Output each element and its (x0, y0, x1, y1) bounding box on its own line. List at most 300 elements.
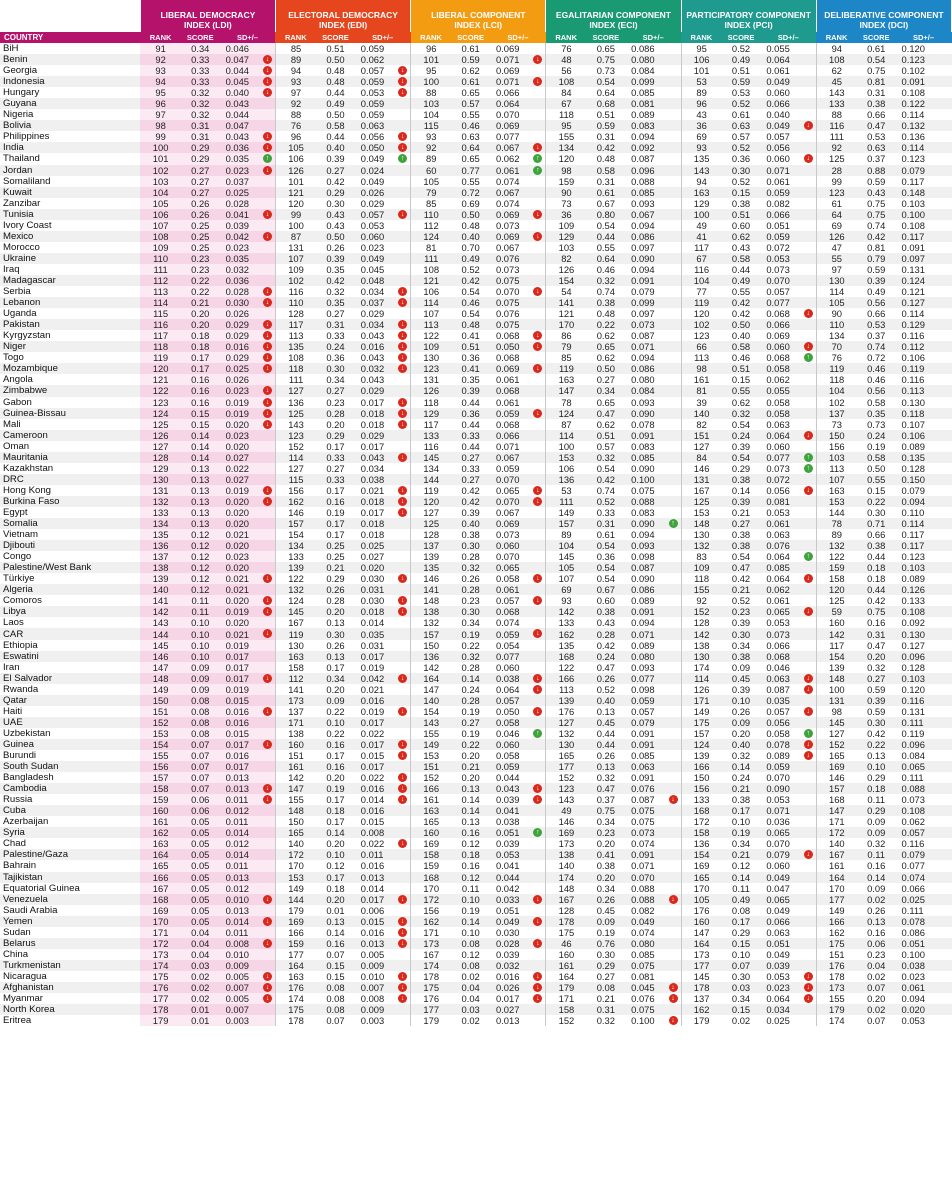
sd-cell (896, 419, 952, 430)
score-cell: 0.30 (316, 363, 355, 374)
score-cell: 0.51 (587, 109, 626, 120)
score-cell: 0.11 (857, 794, 896, 805)
sd-value: 0.008 (225, 937, 250, 949)
sd-value: 0.071 (766, 164, 790, 176)
sd-value: 0.023 (225, 551, 250, 563)
score-cell: 0.12 (181, 573, 220, 584)
score-cell: 0.59 (857, 176, 896, 187)
score-cell: 0.30 (722, 165, 761, 176)
sd-cell (760, 430, 816, 441)
rank-cell: 153 (681, 507, 722, 518)
rank-cell: 157 (140, 772, 181, 783)
sd-cell (355, 938, 411, 949)
sd-value: 0.018 (360, 518, 385, 530)
rank-cell: 129 (140, 463, 181, 474)
sd-value: 0.090 (631, 252, 655, 264)
sd-value: 0.025 (225, 363, 250, 375)
sd-value: 0.094 (631, 617, 655, 629)
score-cell: 0.21 (316, 562, 355, 573)
score-cell: 0.38 (722, 474, 761, 485)
score-cell: 0.34 (587, 385, 626, 396)
arrow-down-icon: ↓ (263, 994, 272, 1003)
score-cell: 0.35 (857, 408, 896, 419)
arrow-down-icon: ↓ (669, 895, 678, 904)
country-name: Iraq (0, 264, 140, 275)
sd-value: 0.010 (225, 893, 250, 905)
score-cell: 0.59 (722, 76, 761, 87)
sd-value: 0.016 (225, 341, 250, 353)
score-cell: 0.17 (316, 662, 355, 673)
country-name: Mozambique (0, 363, 140, 374)
sd-value: 0.082 (766, 197, 790, 209)
rank-cell: 96 (411, 43, 452, 54)
score-cell: 0.26 (316, 242, 355, 253)
score-cell: 0.29 (181, 142, 220, 153)
sd-cell (490, 673, 546, 684)
sd-cell (625, 374, 681, 385)
score-cell: 0.03 (451, 1004, 490, 1015)
score-cell: 0.42 (722, 573, 761, 584)
sd-value: 0.082 (631, 904, 655, 916)
country-name: Georgia (0, 65, 140, 76)
sd-value: 0.024 (360, 164, 385, 176)
sd-value: 0.088 (631, 495, 655, 507)
score-cell: 0.61 (857, 43, 896, 54)
rank-cell: 69 (546, 584, 587, 595)
sd-cell (760, 916, 816, 927)
rank-cell: 133 (681, 794, 722, 805)
score-cell: 0.62 (587, 330, 626, 341)
sd-value: 0.011 (225, 860, 249, 872)
sd-cell (220, 838, 276, 849)
sd-cell (625, 905, 681, 916)
rank-cell: 85 (546, 352, 587, 363)
sd-cell (355, 628, 411, 639)
sd-value: 0.079 (631, 716, 655, 728)
rank-cell: 125 (816, 595, 857, 606)
sd-value: 0.117 (901, 529, 925, 541)
table-row (0, 883, 952, 894)
sd-value: 0.089 (631, 639, 655, 651)
score-cell: 0.43 (316, 220, 355, 231)
score-cell: 0.34 (316, 374, 355, 385)
arrow-down-icon: ↓ (533, 409, 542, 418)
score-cell: 0.39 (722, 684, 761, 695)
rank-cell: 130 (816, 275, 857, 286)
score-cell: 0.28 (451, 584, 490, 595)
score-cell: 0.68 (587, 98, 626, 109)
sd-cell (355, 529, 411, 540)
sd-cell (355, 54, 411, 65)
rank-cell: 149 (411, 739, 452, 750)
score-cell: 0.42 (316, 176, 355, 187)
sd-cell (625, 916, 681, 927)
score-cell: 0.13 (587, 706, 626, 717)
sd-value: 0.016 (225, 750, 250, 762)
rank-cell: 144 (816, 507, 857, 518)
arrow-down-icon: ↓ (533, 331, 542, 340)
sd-cell (220, 662, 276, 673)
arrow-down-icon: ↓ (263, 784, 272, 793)
sd-cell (625, 827, 681, 838)
rank-cell: 155 (275, 794, 316, 805)
sd-value: 0.071 (495, 76, 520, 88)
sd-value: 0.007 (225, 982, 250, 993)
score-cell: 0.66 (857, 529, 896, 540)
sd-cell (896, 485, 952, 496)
country-name: Gabon (0, 397, 140, 408)
sd-value: 0.097 (631, 308, 655, 320)
sd-value: 0.008 (360, 993, 385, 1005)
score-cell: 0.02 (181, 993, 220, 1004)
sd-value: 0.057 (766, 705, 790, 717)
sd-cell (896, 1004, 952, 1015)
sd-value: 0.021 (360, 683, 385, 695)
arrow-up-icon: ↑ (533, 154, 542, 163)
score-cell: 0.29 (316, 430, 355, 441)
score-cell: 0.49 (451, 253, 490, 264)
sd-cell (896, 242, 952, 253)
rank-cell: 131 (275, 242, 316, 253)
arrow-down-icon: ↓ (804, 994, 813, 1003)
sd-value: 0.128 (901, 462, 925, 474)
sd-value: 0.097 (901, 252, 925, 264)
sd-cell (760, 363, 816, 374)
rank-cell: 174 (816, 1015, 857, 1026)
index-title-line2: INDEX (ECI) (589, 20, 638, 30)
rank-cell: 88 (411, 87, 452, 98)
sd-cell (625, 540, 681, 551)
sd-cell (760, 485, 816, 496)
rank-cell: 45 (816, 76, 857, 87)
sd-cell (896, 109, 952, 120)
sd-cell (355, 717, 411, 728)
sd-cell (220, 938, 276, 949)
sd-cell (760, 529, 816, 540)
table-row (0, 640, 952, 651)
sd-cell (355, 220, 411, 231)
country-name: El Salvador (0, 673, 140, 684)
sd-value: 0.051 (901, 937, 925, 949)
sd-cell (220, 518, 276, 529)
score-cell: 0.23 (587, 827, 626, 838)
sd-cell (625, 43, 681, 54)
score-cell: 0.10 (722, 816, 761, 827)
sd-cell (760, 153, 816, 164)
sd-value: 0.005 (225, 970, 250, 982)
sd-value: 0.072 (766, 473, 790, 485)
rank-cell: 138 (411, 606, 452, 617)
score-cell: 0.73 (587, 65, 626, 76)
score-cell: 0.26 (587, 750, 626, 761)
rank-cell: 142 (816, 628, 857, 639)
arrow-down-icon: ↓ (398, 917, 407, 926)
rank-cell: 101 (140, 153, 181, 164)
score-cell: 0.08 (181, 695, 220, 706)
country-name: Guinea (0, 739, 140, 750)
sd-cell (896, 606, 952, 617)
rank-cell: 139 (140, 573, 181, 584)
rank-cell: 101 (275, 176, 316, 187)
rank-cell: 28 (816, 165, 857, 176)
sd-cell (760, 628, 816, 639)
score-cell: 0.48 (451, 319, 490, 330)
score-cell: 0.38 (722, 540, 761, 551)
rank-cell: 55 (816, 253, 857, 264)
sd-cell (220, 717, 276, 728)
index-group-header (140, 0, 275, 32)
sd-cell (625, 507, 681, 518)
arrow-down-icon: ↓ (263, 795, 272, 804)
score-cell: 0.29 (722, 463, 761, 474)
index-title-line1: EGALITARIAN COMPONENT (555, 10, 671, 20)
country-name: Haiti (0, 706, 140, 717)
sd-cell (220, 750, 276, 761)
sd-cell (490, 231, 546, 242)
sd-cell (490, 584, 546, 595)
sd-value: 0.049 (360, 153, 385, 165)
sd-cell (625, 319, 681, 330)
sd-cell (760, 518, 816, 529)
rank-cell: 132 (546, 728, 587, 739)
rank-cell: 95 (546, 120, 587, 131)
country-name: Madagascar (0, 275, 140, 286)
sd-value: 0.057 (631, 705, 655, 717)
sd-cell (625, 142, 681, 153)
sd-value: 0.043 (495, 783, 520, 795)
rank-cell: 128 (275, 308, 316, 319)
sd-cell (355, 496, 411, 507)
rank-cell: 130 (546, 739, 587, 750)
table-row (0, 938, 952, 949)
rank-cell: 143 (411, 717, 452, 728)
score-cell: 0.13 (587, 761, 626, 772)
country-name: Algeria (0, 584, 140, 595)
rank-cell: 109 (411, 341, 452, 352)
sd-cell (760, 165, 816, 176)
sd-value: 0.065 (766, 606, 790, 618)
score-cell: 0.80 (587, 209, 626, 220)
sd-value: 0.057 (360, 208, 385, 220)
sd-value: 0.063 (766, 672, 790, 684)
rank-cell: 136 (681, 838, 722, 849)
sd-cell (490, 153, 546, 164)
rank-cell: 135 (546, 640, 587, 651)
score-cell: 0.01 (316, 905, 355, 916)
score-cell: 0.09 (722, 717, 761, 728)
score-cell: 0.26 (587, 894, 626, 905)
sd-value: 0.068 (495, 606, 520, 618)
rank-cell: 92 (275, 98, 316, 109)
sd-value: 0.015 (225, 694, 250, 706)
sd-value: 0.060 (495, 540, 520, 552)
sd-cell (355, 606, 411, 617)
score-cell: 0.19 (722, 827, 761, 838)
score-cell: 0.62 (722, 231, 761, 242)
rank-cell: 114 (546, 430, 587, 441)
sd-cell (220, 628, 276, 639)
sd-value: 0.127 (901, 639, 925, 651)
sd-value: 0.021 (225, 628, 250, 640)
sd-cell (760, 330, 816, 341)
score-cell: 0.22 (316, 728, 355, 739)
sd-cell (355, 673, 411, 684)
score-cell: 0.67 (587, 198, 626, 209)
sd-cell (355, 849, 411, 860)
rank-cell: 152 (546, 772, 587, 783)
score-cell: 0.13 (857, 750, 896, 761)
rank-column-header: RANK (546, 32, 587, 43)
sd-cell (625, 297, 681, 308)
rank-cell: 67 (546, 98, 587, 109)
score-cell: 0.04 (451, 993, 490, 1004)
sd-value: 0.012 (225, 882, 250, 894)
score-cell: 0.27 (181, 176, 220, 187)
rank-cell: 60 (411, 165, 452, 176)
rank-cell: 125 (275, 408, 316, 419)
sd-cell (220, 960, 276, 971)
rank-cell: 150 (140, 695, 181, 706)
sd-value: 0.075 (495, 275, 520, 286)
sd-cell (896, 562, 952, 573)
arrow-down-icon: ↓ (398, 298, 407, 307)
country-name: Hong Kong (0, 485, 140, 496)
rank-cell: 169 (140, 905, 181, 916)
sd-cell (625, 352, 681, 363)
score-cell: 0.41 (451, 363, 490, 374)
arrow-down-icon: ↓ (263, 66, 272, 75)
rank-cell: 135 (140, 529, 181, 540)
score-cell: 0.54 (722, 452, 761, 463)
sd-cell (220, 198, 276, 209)
sd-cell (760, 474, 816, 485)
rank-cell: 127 (681, 441, 722, 452)
sd-cell (355, 816, 411, 827)
sd-cell (355, 65, 411, 76)
rank-cell: 177 (681, 960, 722, 971)
rank-cell: 130 (681, 529, 722, 540)
arrow-down-icon: ↓ (263, 342, 272, 351)
table-row (0, 717, 952, 728)
score-cell: 0.30 (316, 628, 355, 639)
country-name: Zimbabwe (0, 385, 140, 396)
sd-cell (760, 783, 816, 794)
rank-cell: 169 (546, 827, 587, 838)
score-cell: 0.31 (181, 131, 220, 142)
table-row (0, 695, 952, 706)
table-row (0, 595, 952, 606)
score-cell: 0.51 (722, 209, 761, 220)
sd-value: 0.049 (360, 252, 385, 264)
sd-value: 0.041 (495, 860, 520, 872)
rank-cell: 109 (275, 264, 316, 275)
rank-cell: 128 (681, 617, 722, 628)
sd-value: 0.023 (901, 970, 925, 982)
sd-value: 0.028 (225, 286, 250, 298)
sd-cell (490, 131, 546, 142)
sd-value: 0.060 (766, 341, 790, 353)
sd-cell (490, 76, 546, 87)
rank-cell: 127 (275, 463, 316, 474)
sd-value: 0.064 (766, 54, 790, 66)
rank-cell: 59 (816, 606, 857, 617)
sd-value: 0.013 (225, 871, 250, 883)
score-cell: 0.41 (587, 849, 626, 860)
sd-value: 0.016 (360, 783, 385, 795)
score-cell: 0.29 (587, 960, 626, 971)
score-cell: 0.54 (722, 551, 761, 562)
sd-value: 0.100 (901, 948, 925, 960)
country-name: Ukraine (0, 253, 140, 264)
score-cell: 0.15 (181, 408, 220, 419)
sd-value: 0.064 (766, 429, 790, 441)
sd-cell (625, 595, 681, 606)
sd-value: 0.065 (766, 893, 790, 905)
sd-value: 0.119 (901, 727, 925, 739)
sd-cell (490, 960, 546, 971)
sd-cell (625, 816, 681, 827)
score-cell: 0.24 (722, 772, 761, 783)
rank-cell: 141 (140, 595, 181, 606)
sd-value: 0.044 (495, 871, 520, 883)
arrow-down-icon: ↓ (398, 839, 407, 848)
rank-cell: 132 (275, 584, 316, 595)
rank-cell: 134 (275, 540, 316, 551)
sd-cell (220, 651, 276, 662)
sd-cell (896, 131, 952, 142)
rank-cell: 124 (546, 408, 587, 419)
sd-cell (220, 872, 276, 883)
score-cell: 0.30 (587, 949, 626, 960)
score-cell: 0.02 (451, 971, 490, 982)
sd-cell (896, 772, 952, 783)
sd-value: 0.059 (495, 628, 520, 640)
sd-value: 0.023 (360, 241, 385, 253)
sd-value: 0.089 (766, 750, 790, 762)
arrow-down-icon: ↓ (398, 596, 407, 605)
score-cell: 0.34 (587, 883, 626, 894)
sd-value: 0.132 (901, 120, 925, 132)
table-row (0, 905, 952, 916)
table-row (0, 606, 952, 617)
sd-cell (220, 540, 276, 551)
rank-cell: 146 (411, 573, 452, 584)
score-cell: 0.55 (722, 385, 761, 396)
sd-value: 0.033 (495, 893, 520, 905)
score-cell: 0.71 (857, 518, 896, 529)
sd-value: 0.077 (631, 672, 655, 684)
country-name: Thailand (0, 153, 140, 164)
score-cell: 0.47 (857, 640, 896, 651)
table-row (0, 551, 952, 562)
sd-value: 0.133 (901, 595, 925, 607)
country-name: Tajikistan (0, 872, 140, 883)
rank-cell: 82 (546, 253, 587, 264)
score-cell: 0.55 (722, 286, 761, 297)
score-cell: 0.12 (181, 584, 220, 595)
arrow-down-icon: ↓ (263, 707, 272, 716)
score-cell: 0.52 (722, 142, 761, 153)
index-title-line2: INDEX (LCI) (454, 20, 503, 30)
arrow-down-icon: ↓ (804, 574, 813, 583)
sd-cell (896, 153, 952, 164)
sd-value: 0.074 (495, 175, 520, 187)
rank-cell: 114 (681, 673, 722, 684)
arrow-down-icon: ↓ (804, 309, 813, 318)
sd-value: 0.019 (360, 705, 385, 717)
rank-cell: 178 (816, 971, 857, 982)
score-cell: 0.16 (181, 374, 220, 385)
